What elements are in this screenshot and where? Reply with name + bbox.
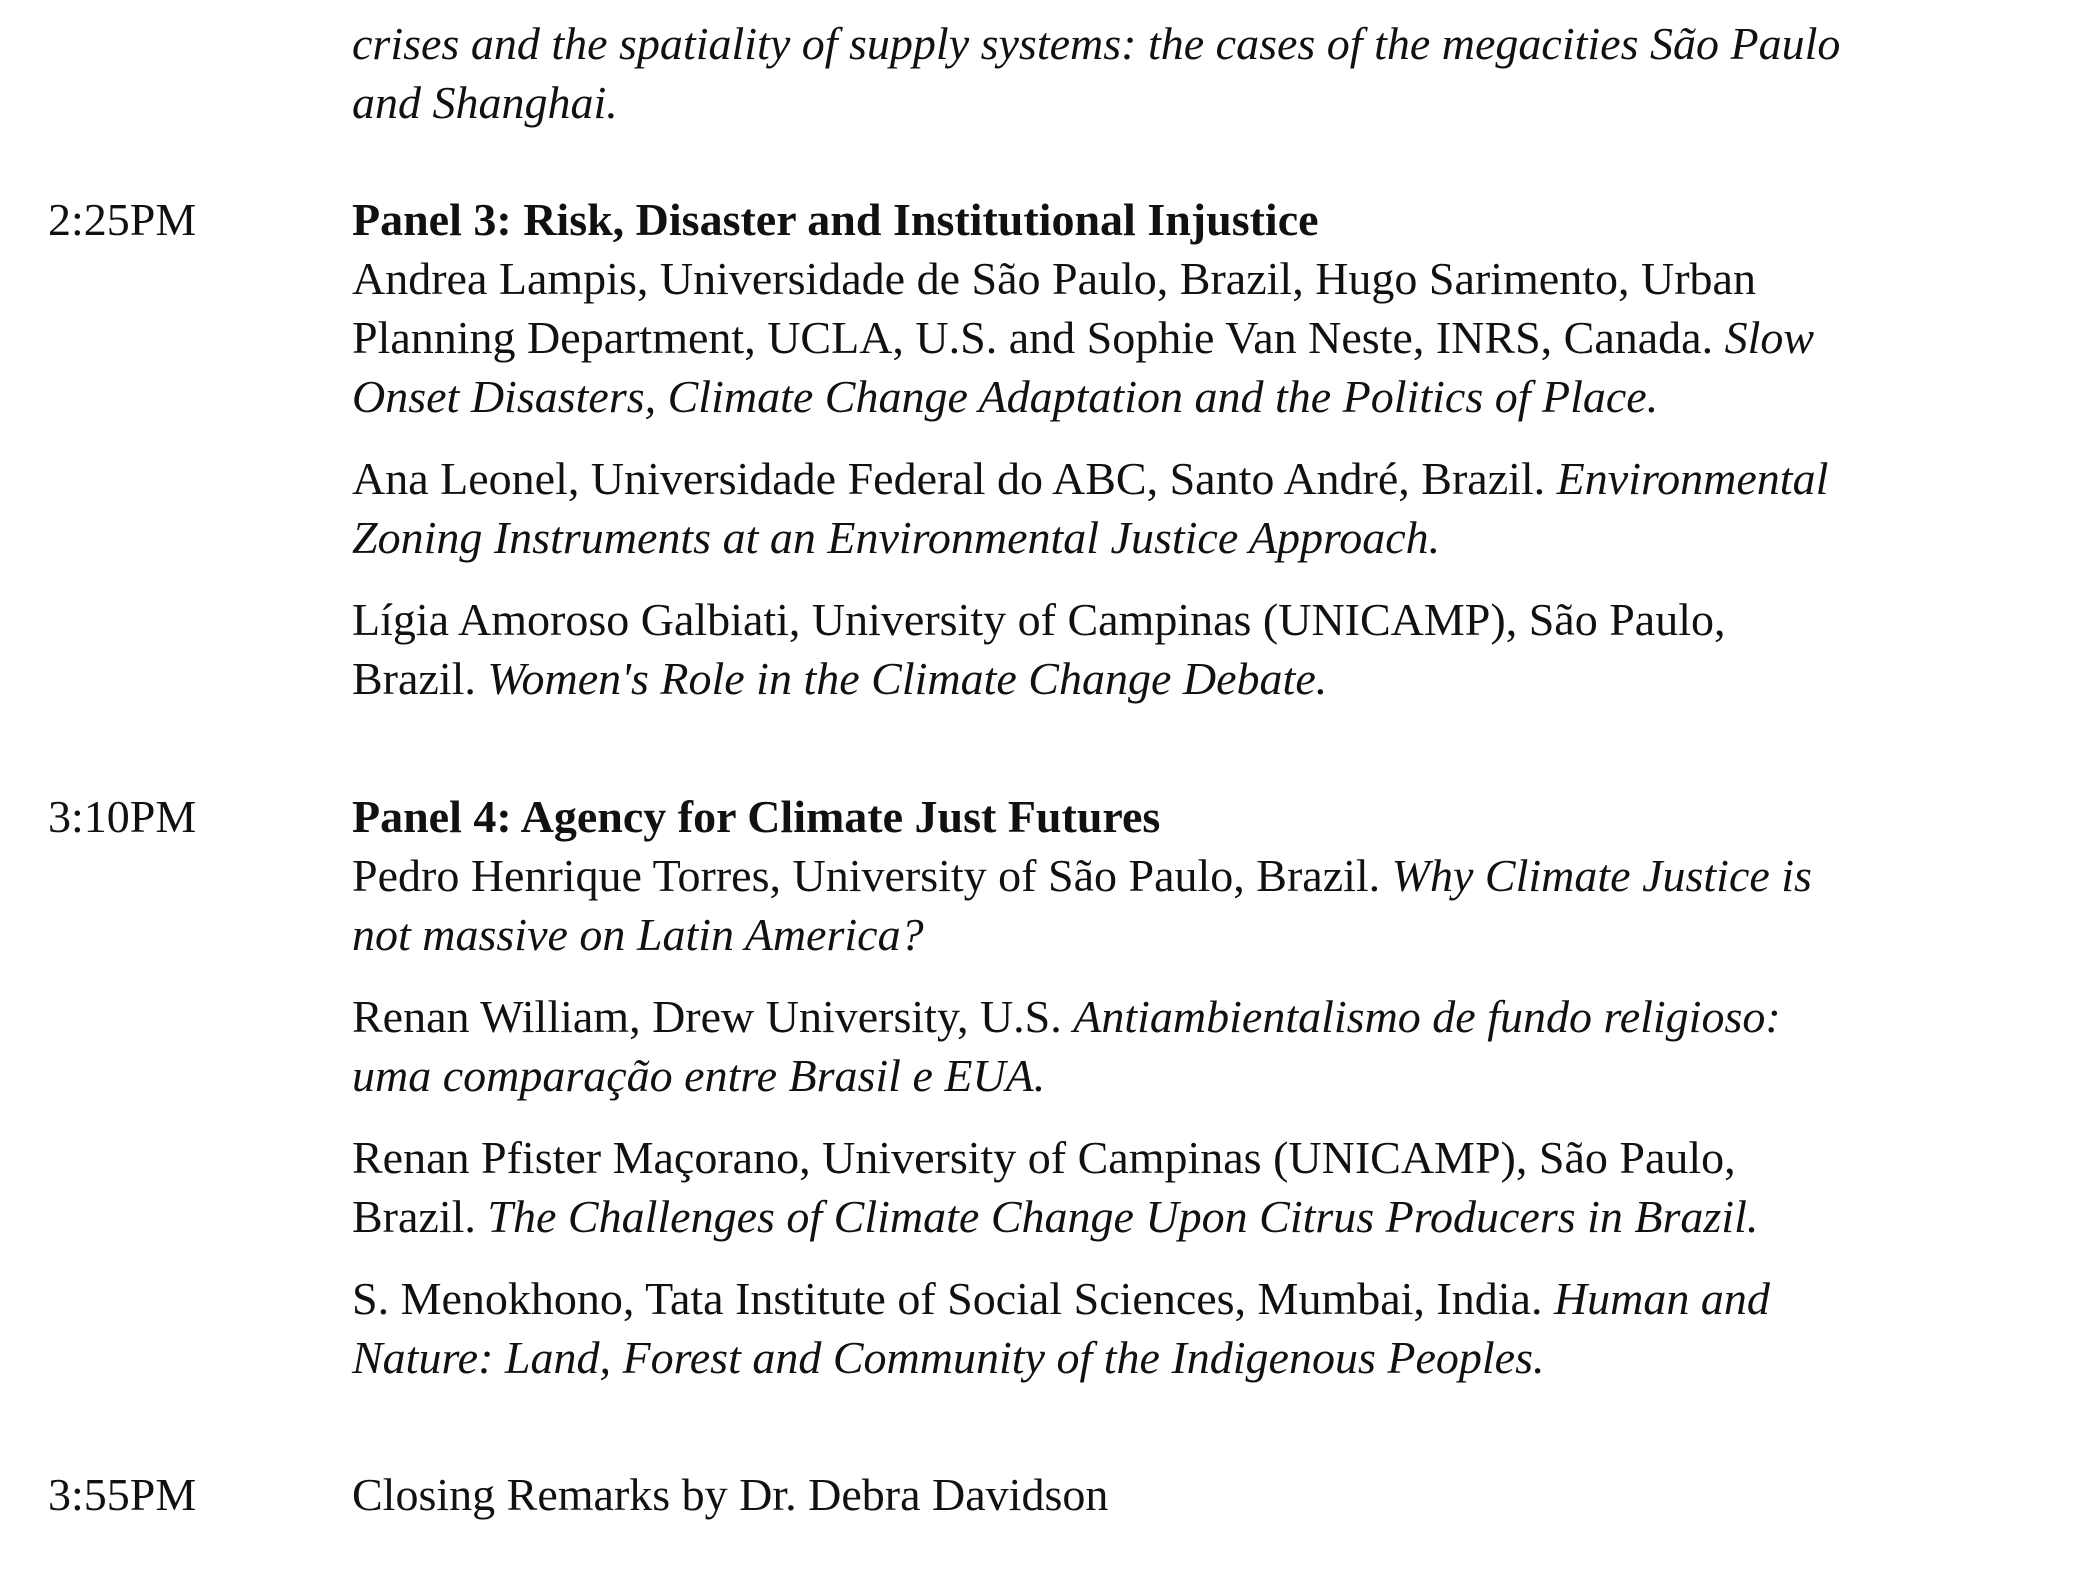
session-content	[352, 787, 2002, 1410]
session-time: 2:25PM	[48, 194, 197, 245]
presentation-entry	[352, 987, 2002, 1105]
entry-authors: Lígia Amoroso Galbiati, University of Campinas (UNICAMP), São Paulo,	[352, 594, 1726, 645]
presentation-entry	[352, 449, 2002, 567]
entry-title: Antiambientalismo de fundo religioso:	[1073, 991, 1781, 1042]
continuation-line: and Shanghai.	[352, 77, 618, 128]
session-time: 3:10PM	[48, 791, 197, 842]
entry-title: uma comparação entre Brasil e EUA.	[352, 1050, 1046, 1101]
session-content	[352, 1465, 2002, 1524]
presentation-entry	[352, 846, 2002, 964]
entry-line	[352, 1187, 2002, 1246]
continuation-line: crises and the spatiality of supply systems: the cases of the megacities São Paulo	[352, 18, 1841, 69]
entry-line	[352, 308, 2002, 367]
entry-authors: Renan William, Drew University, U.S.	[352, 991, 1074, 1042]
entry-line	[352, 1269, 2002, 1328]
entry-authors: Pedro Henrique Torres, University of São Paulo, Brazil.	[352, 850, 1392, 901]
entry-title: Onset Disasters, Climate Change Adaptation and the Politics of Place.	[352, 371, 1659, 422]
entry-authors: Renan Pfister Maçorano, University of Campinas (UNICAMP), São Paulo,	[352, 1132, 1736, 1183]
entry-authors: Andrea Lampis, Universidade de São Paulo, Brazil, Hugo Sarimento, Urban	[352, 253, 1756, 304]
entry-title: The Challenges of Climate Change Upon Citrus Producers in Brazil.	[487, 1191, 1759, 1242]
entry-line	[352, 987, 2002, 1046]
session-content	[352, 190, 2002, 731]
presentation-entry	[352, 590, 2002, 708]
entry-line	[352, 846, 2002, 905]
continuation-text	[352, 14, 2002, 132]
entry-title: Nature: Land, Forest and Community of the Indigenous Peoples.	[352, 1332, 1545, 1383]
entry-authors: S. Menokhono, Tata Institute of Social Sciences, Mumbai, India.	[352, 1273, 1554, 1324]
entry-authors: Planning Department, UCLA, U.S. and Sophie Van Neste, INRS, Canada.	[352, 312, 1725, 363]
entry-line	[352, 449, 2002, 508]
session-time: 3:55PM	[48, 1469, 197, 1520]
entry-title: Why Climate Justice is	[1391, 850, 1812, 901]
entry-title: Human and	[1553, 1273, 1770, 1324]
closing-remarks: Closing Remarks by Dr. Debra Davidson	[352, 1469, 1109, 1520]
entry-title: not massive on Latin America?	[352, 909, 924, 960]
entry-line	[352, 649, 2002, 708]
presentation-entry	[352, 1269, 2002, 1387]
entry-title: Environmental	[1556, 453, 1829, 504]
entry-authors: Brazil.	[352, 653, 488, 704]
entry-authors: Ana Leonel, Universidade Federal do ABC, Santo André, Brazil.	[352, 453, 1557, 504]
entry-title: Zoning Instruments at an Environmental Justice Approach.	[352, 512, 1441, 563]
presentation-entry	[352, 1128, 2002, 1246]
entry-authors: Brazil.	[352, 1191, 488, 1242]
session-title: Panel 4: Agency for Climate Just Futures	[352, 791, 1161, 842]
presentation-entry	[352, 249, 2002, 426]
entry-title: Women's Role in the Climate Change Debate.	[487, 653, 1328, 704]
entry-title: Slow	[1724, 312, 1815, 363]
session-title: Panel 3: Risk, Disaster and Institutional Injustice	[352, 194, 1319, 245]
